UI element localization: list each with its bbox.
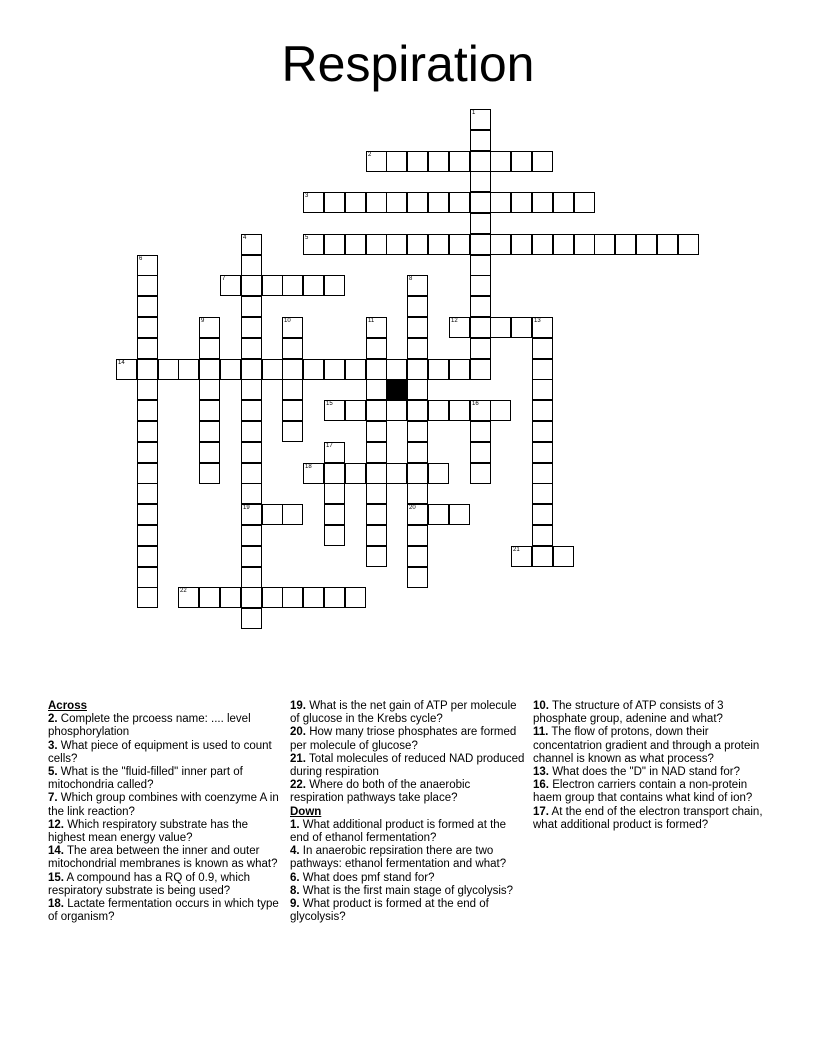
clue-number: 4 — [243, 235, 247, 241]
grid-cell[interactable] — [137, 275, 158, 296]
grid-cell[interactable] — [553, 234, 574, 255]
grid-cell[interactable] — [137, 463, 158, 484]
grid-cell[interactable] — [199, 359, 220, 380]
grid-cell[interactable] — [511, 234, 532, 255]
grid-cell[interactable] — [303, 587, 324, 608]
across-heading: Across — [48, 700, 87, 712]
grid-cell[interactable] — [407, 463, 428, 484]
grid-cell[interactable] — [470, 338, 491, 359]
grid-cell[interactable] — [241, 587, 262, 608]
grid-cell[interactable] — [241, 255, 262, 276]
clue-label: 20. — [290, 726, 306, 739]
grid-cell[interactable] — [241, 463, 262, 484]
grid-cell[interactable] — [262, 587, 283, 608]
grid-cell[interactable] — [158, 359, 179, 380]
grid-cell[interactable] — [324, 442, 345, 463]
grid-cell[interactable] — [511, 317, 532, 338]
grid-cell[interactable] — [386, 192, 407, 213]
grid-cell[interactable] — [532, 421, 553, 442]
grid-cell[interactable] — [137, 379, 158, 400]
clue-label: 8. — [290, 884, 300, 897]
grid-cell[interactable] — [470, 130, 491, 151]
grid-cell[interactable] — [282, 421, 303, 442]
grid-cell[interactable] — [241, 379, 262, 400]
grid-cell[interactable] — [241, 504, 262, 525]
clue-number: 18 — [305, 464, 312, 470]
grid-cell[interactable] — [137, 546, 158, 567]
grid-cell[interactable] — [366, 317, 387, 338]
grid-cell[interactable] — [178, 359, 199, 380]
clue-label: 21. — [290, 752, 306, 765]
clue-item — [290, 779, 526, 805]
clue-item — [290, 885, 526, 898]
grid-cell[interactable] — [324, 192, 345, 213]
grid-cell[interactable] — [324, 504, 345, 525]
grid-cell[interactable] — [574, 192, 595, 213]
grid-cell[interactable] — [532, 442, 553, 463]
grid-cell[interactable] — [470, 400, 491, 421]
grid-cell[interactable] — [220, 275, 241, 296]
grid-cell[interactable] — [678, 234, 699, 255]
clue-item — [290, 753, 526, 779]
clue-label: 19. — [290, 700, 306, 712]
clue-number: 21 — [513, 547, 520, 553]
clue-label: 18. — [48, 898, 64, 911]
grid-cell[interactable] — [449, 317, 470, 338]
grid-cell[interactable] — [470, 109, 491, 130]
grid-cell[interactable] — [407, 400, 428, 421]
grid-cell[interactable] — [199, 338, 220, 359]
grid-cell[interactable] — [324, 483, 345, 504]
clue-text: Total molecules of reduced NAD produced during respiration — [290, 752, 525, 779]
grid-cell[interactable] — [199, 587, 220, 608]
clue-label: 2. — [48, 713, 58, 726]
grid-cell[interactable] — [137, 255, 158, 276]
grid-cell[interactable] — [137, 504, 158, 525]
clue-item — [48, 898, 284, 924]
grid-cell[interactable] — [241, 275, 262, 296]
clue-number: 11 — [368, 318, 375, 324]
grid-cell[interactable] — [615, 234, 636, 255]
clue-item — [290, 700, 526, 726]
clue-text: What does the "D" in NAD stand for? — [549, 766, 740, 779]
grid-cell[interactable] — [178, 587, 199, 608]
grid-cell[interactable] — [428, 234, 449, 255]
clue-number: 12 — [451, 318, 458, 324]
grid-cell[interactable] — [241, 317, 262, 338]
grid-cell[interactable] — [574, 234, 595, 255]
clue-text: Complete the prcoess name: .... level phosphorylation — [48, 713, 251, 739]
clue-number: 6 — [139, 256, 143, 262]
grid-cell[interactable] — [137, 442, 158, 463]
clue-text: Which respiratory substrate has the highest mean energy value? — [48, 818, 249, 845]
grid-cell[interactable] — [407, 525, 428, 546]
clue-label: 22. — [290, 779, 306, 792]
grid-cell[interactable] — [657, 234, 678, 255]
clue-item — [533, 779, 769, 805]
grid-cell[interactable] — [282, 400, 303, 421]
clue-label: 17. — [533, 805, 549, 818]
grid-cell[interactable] — [282, 338, 303, 359]
clue-number: 19 — [243, 505, 250, 511]
grid-cell[interactable] — [324, 359, 345, 380]
clue-item — [48, 872, 284, 898]
grid-cell[interactable] — [262, 359, 283, 380]
clue-text: Electron carriers contain a non-protein haem group that contains what kind of ion? — [533, 779, 753, 805]
grid-cell[interactable] — [282, 359, 303, 380]
grid-cell[interactable] — [470, 296, 491, 317]
grid-cell[interactable] — [282, 275, 303, 296]
grid-cell[interactable] — [137, 359, 158, 380]
grid-cell[interactable] — [470, 359, 491, 380]
grid-cell[interactable] — [366, 379, 387, 400]
grid-cell[interactable] — [345, 400, 366, 421]
clue-number: 8 — [409, 276, 413, 282]
grid-cell[interactable] — [241, 234, 262, 255]
grid-cell[interactable] — [386, 234, 407, 255]
grid-cell[interactable] — [220, 587, 241, 608]
grid-cell[interactable] — [137, 338, 158, 359]
grid-cell[interactable] — [470, 234, 491, 255]
clue-label: 14. — [48, 845, 64, 858]
grid-cell[interactable] — [428, 400, 449, 421]
grid-cell[interactable] — [303, 463, 324, 484]
clue-item — [533, 806, 769, 832]
grid-cell[interactable] — [532, 525, 553, 546]
clue-label: 13. — [533, 766, 549, 779]
grid-cell[interactable] — [470, 442, 491, 463]
grid-cell[interactable] — [407, 275, 428, 296]
grid-cell[interactable] — [137, 296, 158, 317]
clue-number: 2 — [368, 152, 372, 158]
clue-text: What piece of equipment is used to count cells? — [48, 739, 272, 765]
clue-number: 14 — [118, 360, 125, 366]
grid-cell[interactable] — [407, 192, 428, 213]
grid-cell[interactable] — [532, 379, 553, 400]
grid-cell[interactable] — [449, 151, 470, 172]
clue-number: 22 — [180, 588, 187, 594]
grid-cell[interactable] — [407, 234, 428, 255]
grid-cell[interactable] — [241, 400, 262, 421]
grid-cell[interactable] — [303, 234, 324, 255]
grid-cell[interactable] — [282, 379, 303, 400]
grid-cell[interactable] — [636, 234, 657, 255]
clue-item — [290, 898, 526, 924]
grid-cell[interactable] — [366, 400, 387, 421]
grid-cell[interactable] — [199, 317, 220, 338]
grid-cell[interactable] — [199, 463, 220, 484]
clue-number: 9 — [201, 318, 205, 324]
clue-text: What product is formed at the end of glycolysis? — [290, 898, 489, 924]
grid-cell[interactable] — [241, 567, 262, 588]
grid-cell[interactable] — [345, 234, 366, 255]
clue-item — [48, 792, 284, 818]
clue-item — [533, 700, 769, 726]
grid-cell[interactable] — [407, 296, 428, 317]
grid-cell[interactable] — [324, 234, 345, 255]
grid-cell[interactable] — [137, 587, 158, 608]
grid-cell[interactable] — [366, 546, 387, 567]
grid-cell[interactable] — [428, 463, 449, 484]
clue-label: 15. — [48, 871, 64, 884]
grid-cell[interactable] — [532, 234, 553, 255]
grid-cell[interactable] — [532, 400, 553, 421]
grid-cell[interactable] — [199, 400, 220, 421]
grid-cell[interactable] — [428, 151, 449, 172]
grid-cell[interactable] — [386, 359, 407, 380]
grid-cell[interactable] — [366, 421, 387, 442]
grid-cell[interactable] — [532, 192, 553, 213]
clue-number: 5 — [305, 235, 309, 241]
grid-cell[interactable] — [241, 338, 262, 359]
grid-cell[interactable] — [282, 504, 303, 525]
clues-column-1 — [48, 700, 284, 924]
grid-cell[interactable] — [366, 338, 387, 359]
grid-cell[interactable] — [386, 151, 407, 172]
clue-number: 20 — [409, 505, 416, 511]
grid-cell[interactable] — [449, 234, 470, 255]
grid-cell[interactable] — [262, 504, 283, 525]
clue-text: Where do both of the anaerobic respiration pathways take place? — [290, 779, 471, 805]
clue-number: 15 — [326, 401, 333, 407]
grid-cell[interactable] — [366, 504, 387, 525]
clue-label: 16. — [533, 779, 549, 792]
grid-cell[interactable] — [511, 151, 532, 172]
grid-cell[interactable] — [366, 151, 387, 172]
clue-item — [48, 740, 284, 766]
clue-text: The area between the inner and outer mitochondrial membranes is known as what? — [48, 845, 278, 871]
clue-number: 7 — [222, 276, 226, 282]
clue-text: Lactate fermentation occurs in which type of organism? — [48, 898, 279, 924]
clue-number: 13 — [534, 318, 541, 324]
clue-text: Which group combines with coenzyme A in the link reaction? — [48, 792, 279, 818]
grid-cell[interactable] — [241, 608, 262, 629]
grid-cell[interactable] — [490, 400, 511, 421]
grid-cell[interactable] — [137, 567, 158, 588]
grid-cell[interactable] — [345, 463, 366, 484]
grid-cell[interactable] — [241, 483, 262, 504]
clue-label: 12. — [48, 818, 64, 831]
grid-cell[interactable] — [324, 525, 345, 546]
clue-text: What is the net gain of ATP per molecule of glucose in the Krebs cycle? — [290, 700, 517, 726]
grid-cell[interactable] — [532, 151, 553, 172]
grid-cell[interactable] — [407, 442, 428, 463]
grid-cell[interactable] — [553, 546, 574, 567]
grid-cell[interactable] — [324, 275, 345, 296]
grid-cell[interactable] — [303, 275, 324, 296]
grid-cell[interactable] — [262, 275, 283, 296]
grid-cell[interactable] — [470, 255, 491, 276]
grid-cell[interactable] — [428, 359, 449, 380]
grid-cell[interactable] — [470, 213, 491, 234]
clue-item — [48, 713, 284, 739]
clue-text: What is the "fluid-filled" inner part of mitochondria called? — [48, 766, 243, 792]
grid-cell[interactable] — [366, 359, 387, 380]
grid-cell[interactable] — [532, 504, 553, 525]
grid-cell[interactable] — [553, 192, 574, 213]
grid-cell[interactable] — [241, 525, 262, 546]
clue-text: A compound has a RQ of 0.9, which respiratory substrate is being used? — [48, 871, 251, 897]
grid-cell[interactable] — [199, 421, 220, 442]
clue-item — [290, 819, 526, 845]
clue-number: 16 — [472, 401, 479, 407]
clues-section — [0, 700, 816, 1040]
grid-cell[interactable] — [137, 525, 158, 546]
clue-label: 3. — [48, 739, 58, 752]
grid-cell[interactable] — [470, 171, 491, 192]
grid-cell[interactable] — [407, 338, 428, 359]
grid-cell[interactable] — [449, 359, 470, 380]
clue-text: What additional product is formed at the end of ethanol fermentation? — [290, 818, 507, 845]
grid-cell[interactable] — [386, 400, 407, 421]
clue-item — [533, 766, 769, 779]
clue-text: What does pmf stand for? — [299, 871, 435, 884]
grid-cell[interactable] — [490, 317, 511, 338]
grid-cell[interactable] — [511, 192, 532, 213]
grid-cell[interactable] — [303, 192, 324, 213]
grid-cell[interactable] — [241, 359, 262, 380]
grid-cell[interactable] — [137, 421, 158, 442]
grid-cell[interactable] — [324, 587, 345, 608]
grid-cell[interactable] — [407, 151, 428, 172]
grid-cell[interactable] — [428, 504, 449, 525]
grid-cell[interactable] — [345, 359, 366, 380]
grid-cell[interactable] — [428, 192, 449, 213]
grid-cell[interactable] — [470, 421, 491, 442]
grid-cell[interactable] — [241, 421, 262, 442]
grid-cell[interactable] — [470, 192, 491, 213]
grid-cell[interactable] — [366, 442, 387, 463]
clue-number: 3 — [305, 193, 309, 199]
grid-cell[interactable] — [470, 463, 491, 484]
grid-cell[interactable] — [407, 504, 428, 525]
grid-cell[interactable] — [282, 587, 303, 608]
black-cell — [386, 379, 407, 400]
clue-text: At the end of the electron transport chain, what additional product is formed? — [533, 805, 763, 831]
grid-cell[interactable] — [366, 234, 387, 255]
clue-item — [290, 845, 526, 871]
clue-text: How many triose phosphates are formed per molecule of glucose? — [290, 726, 517, 752]
grid-cell[interactable] — [199, 379, 220, 400]
grid-cell[interactable] — [490, 234, 511, 255]
grid-cell[interactable] — [449, 504, 470, 525]
grid-cell[interactable] — [407, 359, 428, 380]
grid-cell[interactable] — [470, 275, 491, 296]
clue-label: 7. — [48, 792, 58, 805]
grid-cell[interactable] — [407, 317, 428, 338]
grid-cell[interactable] — [137, 400, 158, 421]
grid-cell[interactable] — [345, 587, 366, 608]
grid-cell[interactable] — [594, 234, 615, 255]
clue-number: 1 — [472, 110, 476, 116]
grid-cell[interactable] — [241, 546, 262, 567]
grid-cell[interactable] — [366, 483, 387, 504]
grid-cell[interactable] — [137, 317, 158, 338]
page-title: Respiration — [281, 36, 535, 92]
clue-label: 10. — [533, 700, 549, 712]
grid-cell[interactable] — [470, 317, 491, 338]
grid-cell[interactable] — [241, 296, 262, 317]
grid-cell[interactable] — [386, 463, 407, 484]
grid-cell[interactable] — [324, 463, 345, 484]
clue-item — [48, 819, 284, 845]
grid-cell[interactable] — [366, 463, 387, 484]
grid-cell[interactable] — [532, 546, 553, 567]
clues-column-3 — [533, 700, 769, 832]
grid-cell[interactable] — [366, 525, 387, 546]
clue-text: The flow of protons, down their concentatrion gradient and through a protein channel is known as what process? — [533, 726, 760, 765]
grid-cell[interactable] — [532, 359, 553, 380]
clue-label: 9. — [290, 898, 300, 911]
grid-cell[interactable] — [199, 442, 220, 463]
clue-item — [290, 726, 526, 752]
grid-cell[interactable] — [282, 317, 303, 338]
clue-item — [533, 726, 769, 766]
clue-text: The structure of ATP consists of 3 phosphate group, adenine and what? — [533, 700, 724, 726]
grid-cell[interactable] — [116, 359, 137, 380]
clue-item — [48, 845, 284, 871]
grid-cell[interactable] — [407, 567, 428, 588]
clue-item — [48, 766, 284, 792]
clue-item — [290, 872, 526, 885]
grid-cell[interactable] — [490, 192, 511, 213]
down-heading: Down — [290, 805, 322, 818]
grid-cell[interactable] — [449, 192, 470, 213]
clue-label: 1. — [290, 818, 300, 831]
grid-cell[interactable] — [470, 151, 491, 172]
clue-text: In anaerobic repsiration there are two pathways: ethanol fermentation and what? — [290, 845, 507, 871]
grid-cell[interactable] — [220, 359, 241, 380]
grid-cell[interactable] — [345, 192, 366, 213]
grid-cell[interactable] — [407, 421, 428, 442]
clue-label: 6. — [290, 871, 300, 884]
clue-label: 5. — [48, 766, 58, 779]
grid-cell[interactable] — [366, 192, 387, 213]
grid-cell[interactable] — [407, 546, 428, 567]
grid-cell[interactable] — [511, 546, 532, 567]
grid-cell[interactable] — [532, 317, 553, 338]
grid-cell[interactable] — [532, 338, 553, 359]
clue-number: 10 — [284, 318, 291, 324]
grid-cell[interactable] — [324, 400, 345, 421]
grid-cell[interactable] — [532, 483, 553, 504]
grid-cell[interactable] — [303, 359, 324, 380]
clue-label: 11. — [533, 726, 549, 739]
clues-column-2 — [290, 700, 526, 924]
grid-cell[interactable] — [490, 151, 511, 172]
clue-label: 4. — [290, 845, 300, 858]
grid-cell[interactable] — [532, 463, 553, 484]
clue-text: What is the first main stage of glycolysis? — [299, 884, 514, 897]
grid-cell[interactable] — [241, 442, 262, 463]
grid-cell[interactable] — [407, 379, 428, 400]
clue-number: 17 — [326, 443, 333, 449]
grid-cell[interactable] — [449, 400, 470, 421]
grid-cell[interactable] — [407, 483, 428, 504]
grid-cell[interactable] — [137, 483, 158, 504]
